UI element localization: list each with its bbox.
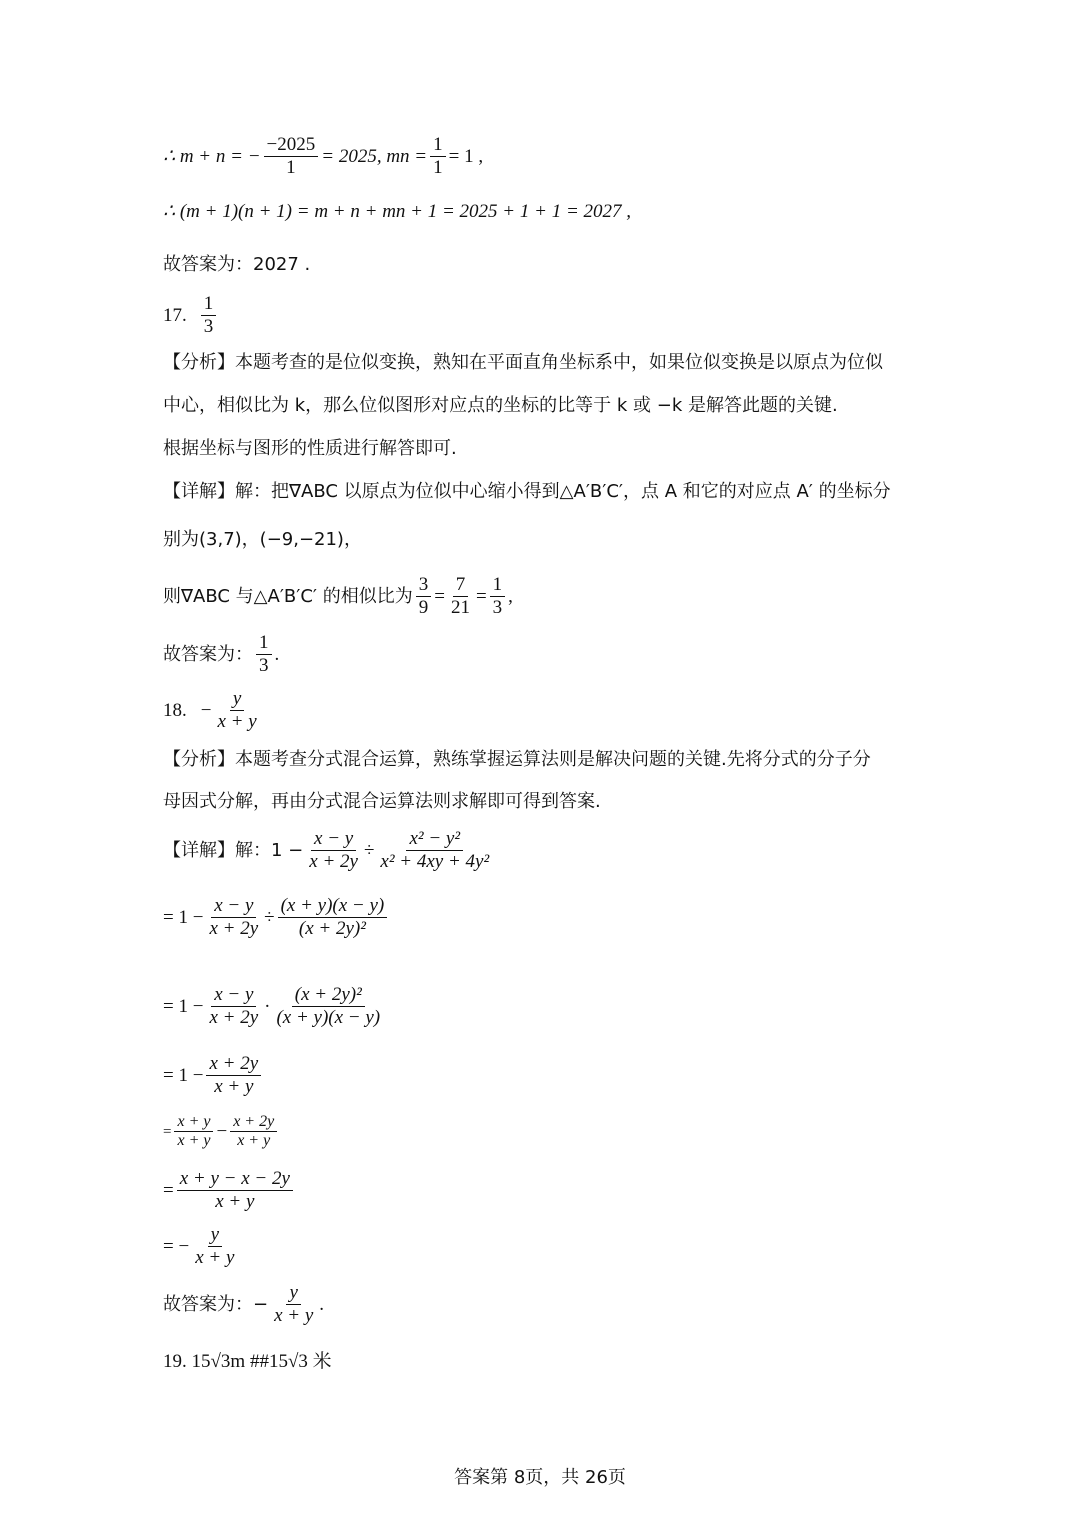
xj18-fraction-1: $\frac{x - y}{x + 2y}$ [309, 828, 358, 872]
answer-17: 故答案为： $\frac{1}{3}$ . [163, 632, 280, 676]
eq1-fraction-2: $\frac{1}{1}$ [430, 134, 446, 179]
step-2: = 1 − $\frac{x - y}{x + 2y}$ · $\frac{\text{(x + 2y)²}}{(x + y)(x - y)}$ [163, 984, 381, 1028]
question-17-answer: 17. $\frac{1}{3}$ [163, 293, 219, 338]
eq1-lead: ∴ m + n = − [163, 145, 261, 167]
analysis-17-line-1: 【分析】本题考查的是位似变换，熟知在平面直角坐标系中，如果位似变换是以原点为位似 [163, 352, 883, 373]
eq1-mid: = 2025, mn = [321, 145, 428, 167]
q17-fraction: $\frac{1}{3}$ [201, 293, 217, 338]
analysis-18-line-2: 母因式分解，再由分式混合运算法则求解即可得到答案. [163, 791, 601, 812]
detail-17-line-1: 【详解】解：把∇ABC 以原点为位似中心缩小得到△A′B′C′，点 A 和它的对应点 A′ 的坐标分 [163, 481, 891, 502]
step-3: = 1 − $\frac{x + 2y}{x + y}$ [163, 1053, 264, 1098]
xj18-fraction-2: $\frac{\text{x² − y²}}{\text{x² + 4xy + 4y²}}$ [380, 828, 490, 872]
analysis-17-line-2: 中心，相似比为 k，那么位似图形对应点的坐标的比等于 k 或 −k 是解答此题的关键. [163, 395, 838, 416]
analysis-18-line-1: 【分析】本题考查分式混合运算，熟练掌握运算法则是解决问题的关键.先将分式的分子分 [163, 749, 871, 770]
detail-18-start: 【详解】解：1 − $\frac{x - y}{x + 2y}$ ÷ $\frac{\text{x² − y²}}{\text{x² + 4xy + 4y²}}$ [163, 828, 495, 873]
page-footer: 答案第 8页，共 26页 [454, 1467, 626, 1488]
ratio-fraction-1: $\frac{3}{9}$ [416, 574, 432, 619]
equation-sum-product [163, 134, 483, 179]
step-5: = $\frac{x + y - x - 2y}{x + y}$ [163, 1168, 296, 1213]
detail-17-ratio: 则∇ABC 与△A′B′C′ 的相似比为 $\frac{3}{9}$ = $\frac{7}{21}$ = $\frac{1}{3}$ , [163, 574, 513, 618]
ratio-fraction-2: $\frac{7}{21}$ [450, 574, 470, 618]
equation-expansion: ∴ (m + 1)(n + 1) = m + n + mn + 1 = 2025 + 1 + 1 = 2027 , [163, 201, 632, 222]
step-1: = 1 − $\frac{x - y}{x + 2y}$ ÷ $\frac{(x + y)(x - y)}{\text{(x + 2y)²}}$ [163, 895, 390, 940]
eq1-fraction: $\frac{-2025}{1}$ [264, 134, 319, 179]
q18-fraction: $\frac{y}{x + y}$ [217, 688, 257, 732]
detail-17-line-2: 别为(3,7)，(−9,−21)， [163, 529, 362, 550]
question-18-answer: 18. − $\frac{y}{x + y}$ [163, 688, 263, 733]
ratio-fraction-3: $\frac{1}{3}$ [490, 574, 506, 619]
answer-16: 故答案为：2027 . [163, 254, 311, 275]
answer-17-fraction: $\frac{1}{3}$ [256, 632, 272, 677]
eq1-tail: = 1 , [448, 145, 484, 167]
step-4: = $\frac{x + y}{x + y}$ − $\frac{x + 2y}{x + y}$ [163, 1113, 280, 1150]
answer-18: 故答案为：− $\frac{y}{x + y}$ . [163, 1282, 325, 1326]
question-19-answer: 19. 15√3m ##15√3 米 [163, 1351, 332, 1372]
step-6: = − $\frac{y}{x + y}$ [163, 1224, 235, 1268]
analysis-17-line-3: 根据坐标与图形的性质进行解答即可. [163, 438, 457, 459]
